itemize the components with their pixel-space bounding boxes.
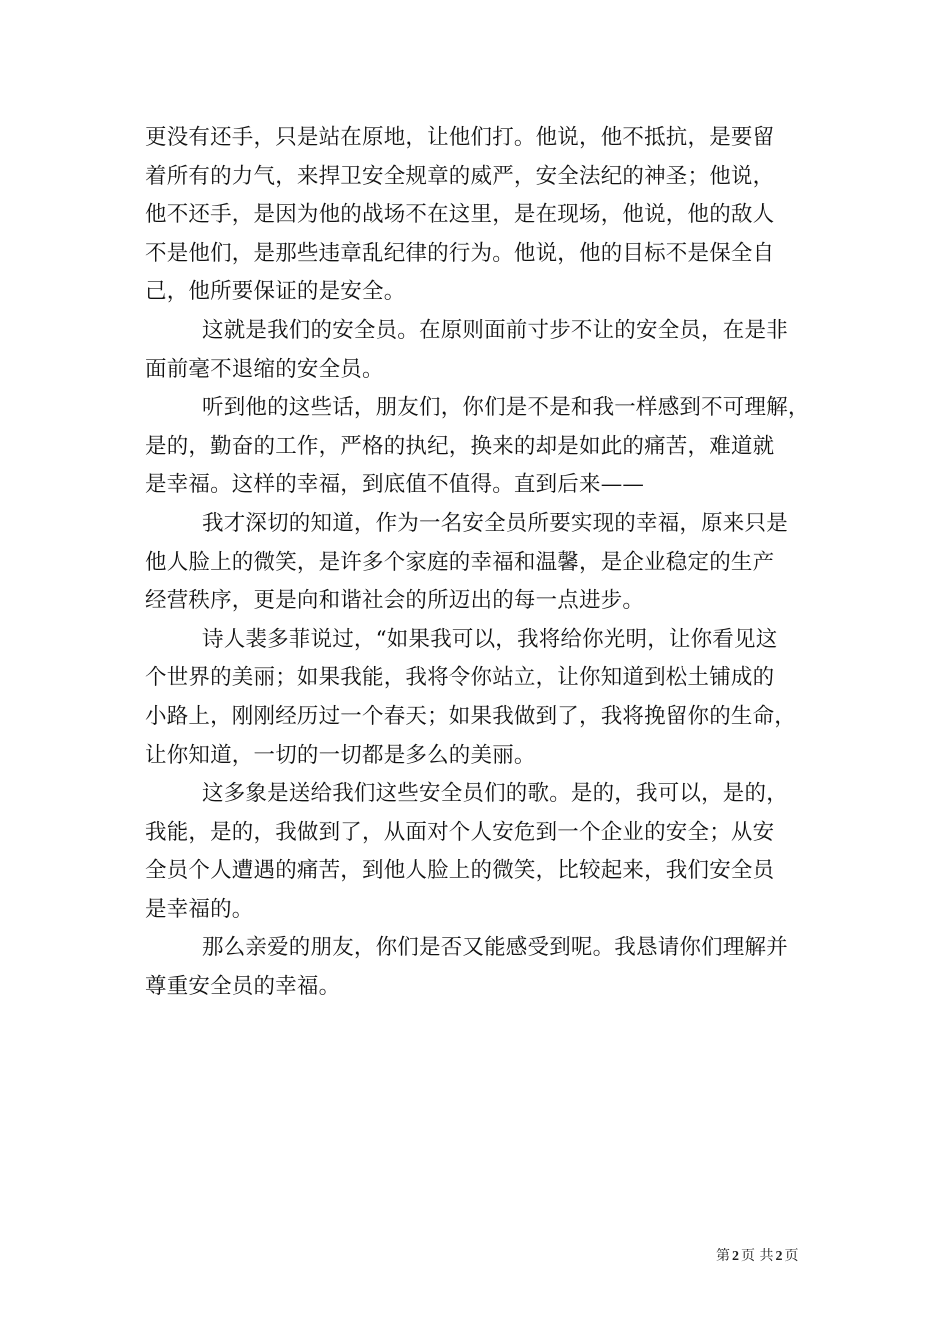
paragraph-first-line: 这多象是送给我们这些安全员们的歌。是的，我可以，是的， [202,781,788,807]
paragraph-first-line: 听到他的这些话，朋友们，你们是不是和我一样感到不可理解， [202,395,810,421]
footer-suffix: 页 [784,1248,799,1264]
page-number-footer [716,1247,816,1266]
text-line: 他人脸上的微笑，是许多个家庭的幸福和温馨，是企业稳定的生产 [145,549,775,575]
text-line: 不是他们，是那些违章乱纪律的行为。他说，他的目标不是保全自 [145,240,775,266]
paragraph-first-line: 这就是我们的安全员。在原则面前寸步不让的安全员，在是非 [202,317,788,343]
text-line: 是的，勤奋的工作，严格的执纪，换来的却是如此的痛苦，难道就 [145,433,775,459]
total-pages-number: 2 [775,1249,783,1264]
paragraph-first-line: 我才深切的知道，作为一名安全员所要实现的幸福，原来只是 [202,510,788,536]
text-line: 己，他所要保证的是安全。 [145,279,406,305]
paragraph-first-line: 那么亲爱的朋友，你们是否又能感受到呢。我恳请你们理解并 [202,935,788,961]
text-line: 他不还手，是因为他的战场不在这里，是在现场，他说，他的敌人 [145,202,775,228]
text-line: 面前毫不退缩的安全员。 [145,356,384,382]
text-line: 着所有的力气，来捍卫安全规章的威严，安全法纪的神圣；他说， [145,163,775,189]
paragraph-first-line: 诗人裴多菲说过，“如果我可以，我将给你光明，让你看见这 [202,626,778,652]
text-line: 经营秩序，更是向和谐社会的所迈出的每一点进步。 [145,588,645,614]
text-line: 全员个人遭遇的痛苦，到他人脸上的微笑，比较起来，我们安全员 [145,858,775,884]
current-page-number: 2 [732,1249,739,1264]
document-body [145,119,811,1007]
text-line: 让你知道，一切的一切都是多么的美丽。 [145,742,536,768]
text-line: 尊重安全员的幸福。 [145,974,341,1000]
footer-prefix: 第 [716,1248,730,1264]
text-line: 我能，是的，我做到了，从面对个人安危到一个企业的安全；从安 [145,819,775,845]
text-line: 更没有还手，只是站在原地，让他们打。他说，他不抵抗，是要留 [145,125,775,150]
text-line: 小路上，刚刚经历过一个春天；如果我做到了，我将挽留你的生命， [145,703,797,729]
text-line: 是幸福。这样的幸福，到底值不值得。直到后来—— [145,472,645,498]
text-line: 个世界的美丽；如果我能，我将令你站立，让你知道到松土铺成的 [145,665,775,691]
text-line: 是幸福的。 [145,896,254,922]
footer-middle: 页 共 [741,1248,774,1264]
